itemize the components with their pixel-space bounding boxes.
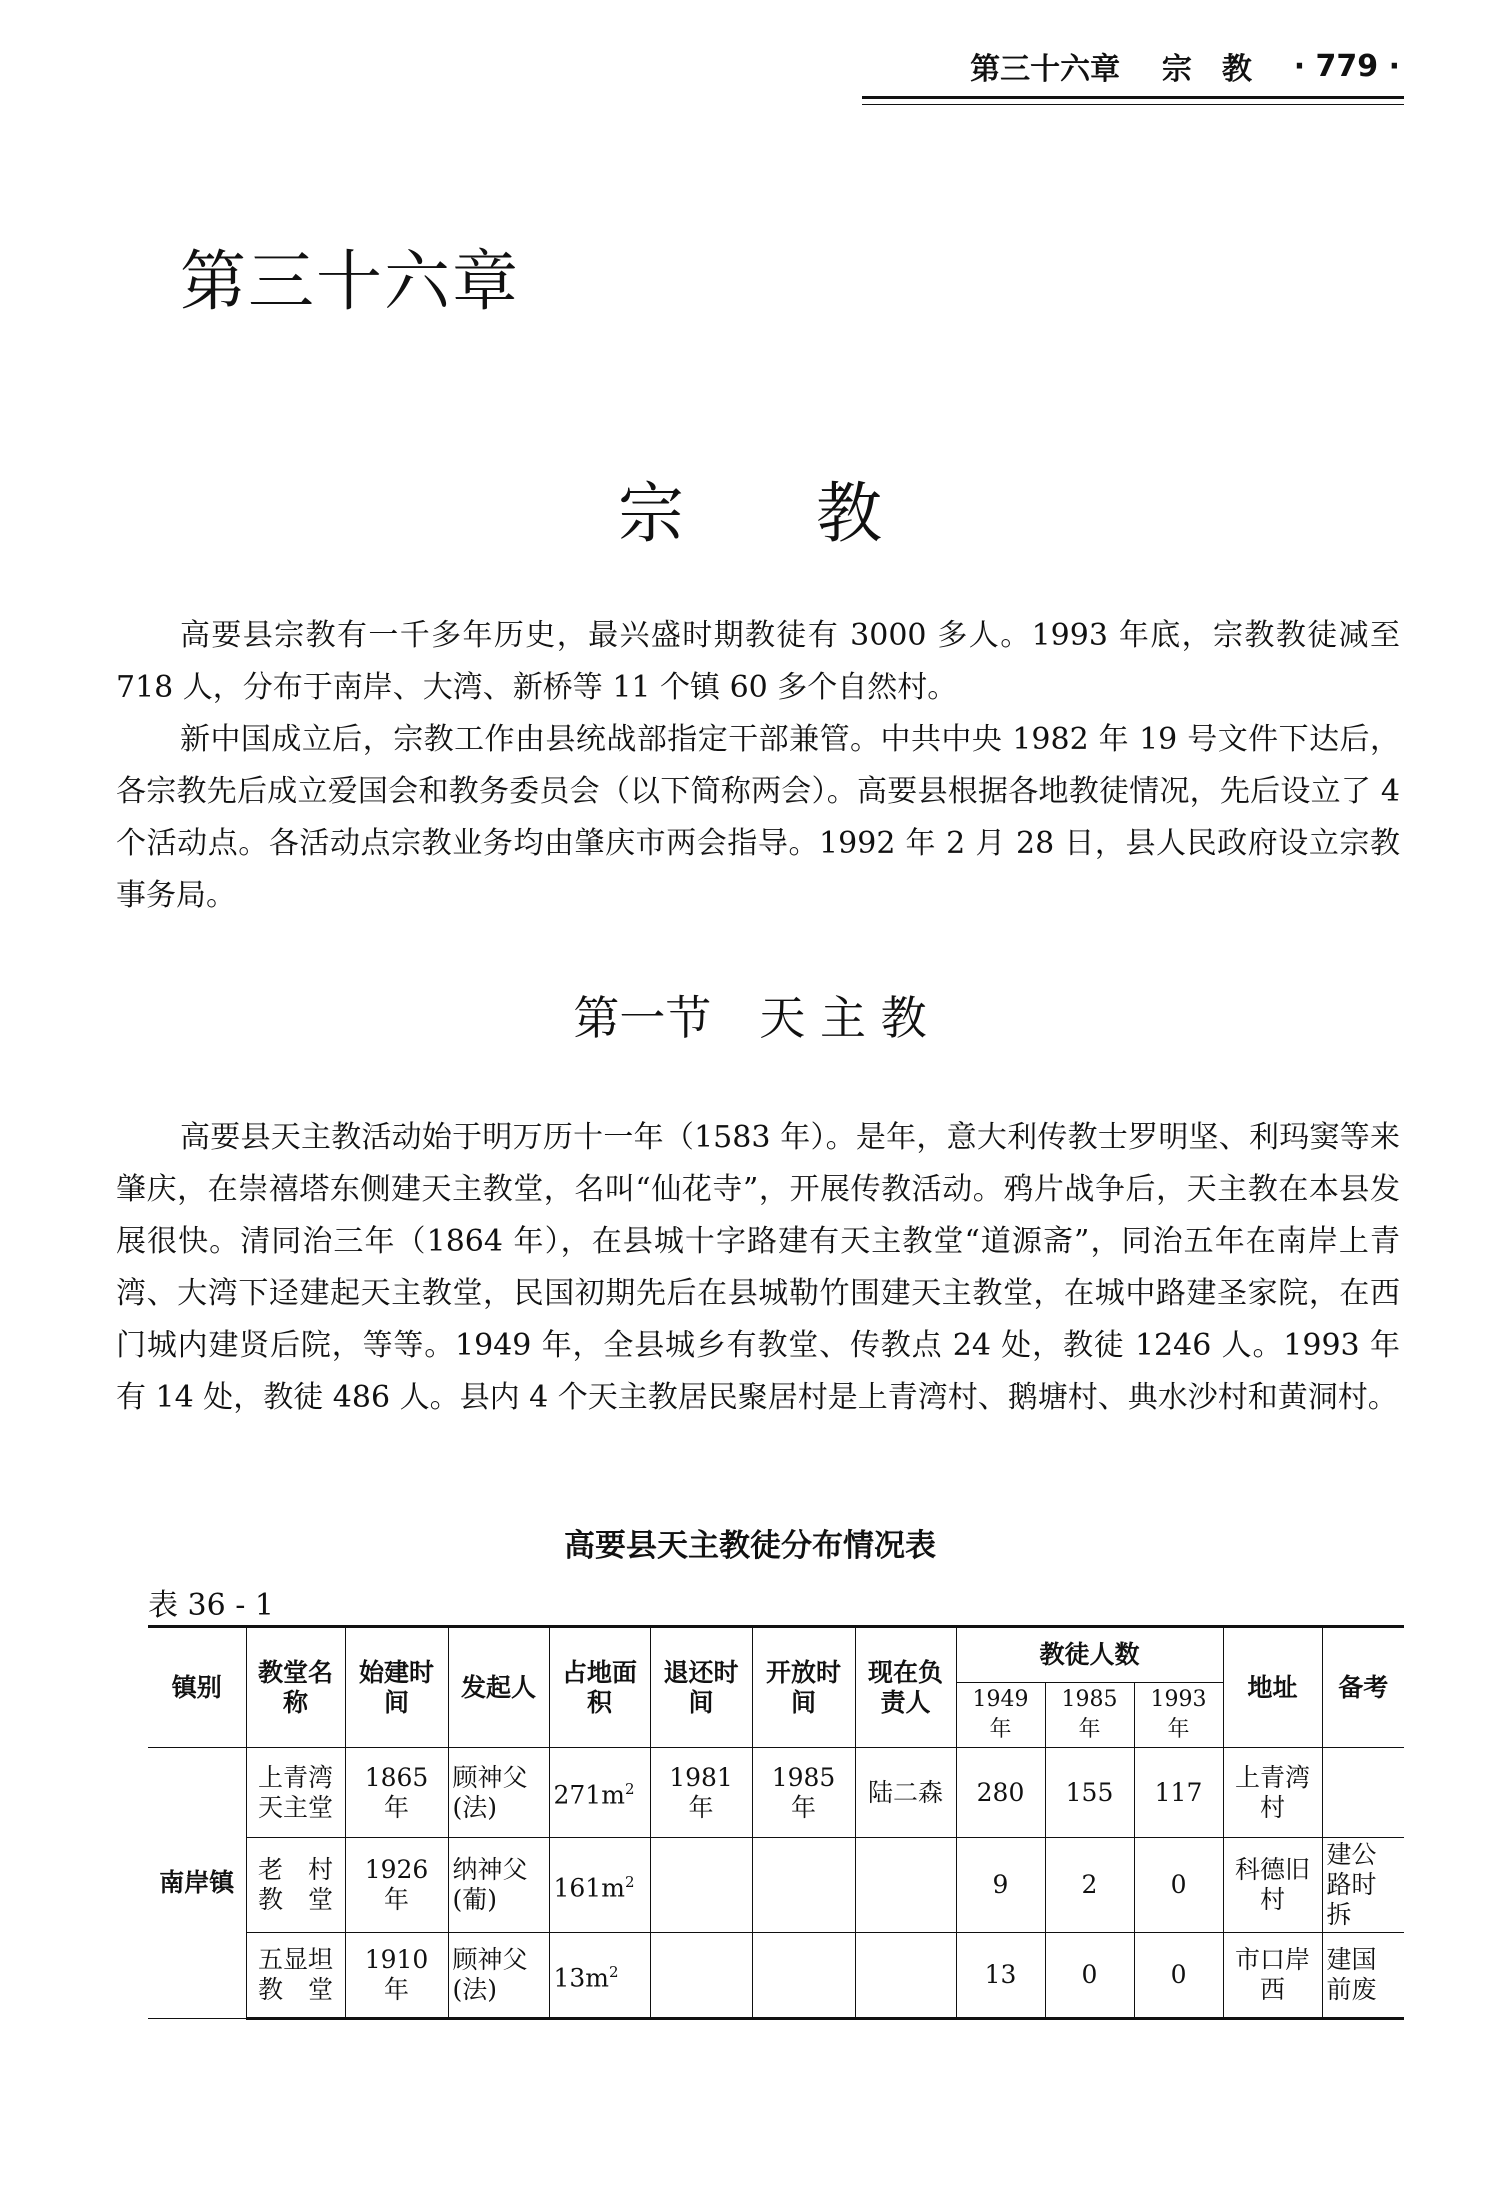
header-remarks: 备考 [1322, 1627, 1404, 1748]
founder-cell: 顾神父(法) [448, 1748, 549, 1838]
chapter-title-part-2: 教 [816, 475, 882, 552]
count-1993-cell: 0 [1134, 1933, 1223, 2019]
count-1993-cell: 0 [1134, 1838, 1223, 1933]
founder-cell: 纳神父(葡) [448, 1838, 549, 1933]
header-area: 占地面积 [549, 1627, 650, 1748]
section-paragraph: 高要县天主教活动始于明万历十一年（1583 年）。是年，意大利传教士罗明坚、利玛窦等来肇庆，在崇禧塔东侧建天主教堂，名叫“仙花寺”，开展传教活动。鸦片战争后，天主教在本县发展很快。清同治三年（1864 年），在县城十字路建有天主教堂“道源斋”，同治五年在南岸上青湾、大湾下迳建起天主教堂，民国初期先后在县城勒竹围建天主教堂，在城中路建圣家院，在西门城内建贤后院，等等。1949 年，全县城乡有教堂、传教点 24 处，教徒 1246 人。1993 年有 14 处，教徒 486 人。县内 4 个天主教居民聚居村是上青湾村、鹅塘村、典水沙村和黄洞村。 [116, 1120, 1400, 1415]
leader-cell [855, 1933, 956, 2019]
section-heading [0, 982, 1500, 1048]
header-subject: 宗 教 [1161, 52, 1252, 87]
founder-cell: 顾神父(法) [448, 1933, 549, 2019]
intro-paragraph-2: 新中国成立后，宗教工作由县统战部指定干部兼管。中共中央 1982 年 19 号文件下达后，各宗教先后成立爱国会和教务委员会（以下简称两会）。高要县根据各地教徒情况，先后设立了 4 个活动点。各活动点宗教业务均由肇庆市两会指导。1992 年 2 月 28 日，县人民政府设立宗教事务局。 [116, 722, 1400, 913]
header-year-1993: 1993 年 [1134, 1683, 1223, 1748]
table-code: 表 36 - 1 [148, 1588, 275, 1623]
catholic-distribution-table [148, 1625, 1404, 2020]
table-row [148, 1748, 1404, 1838]
header-rule-thin [862, 104, 1404, 105]
count-1993-cell: 117 [1134, 1748, 1223, 1838]
remarks-cell: 建公路时拆 [1322, 1838, 1404, 1933]
header-year-1985: 1985 年 [1045, 1683, 1134, 1748]
table-row [148, 1838, 1404, 1933]
count-1985-cell: 0 [1045, 1933, 1134, 2019]
header-rule-thick [862, 96, 1404, 99]
chapter-title [0, 460, 1500, 555]
running-header [860, 42, 1400, 90]
opened-cell [752, 1838, 855, 1933]
header-chapter: 第三十六章 [970, 52, 1121, 87]
count-1949-cell: 280 [956, 1748, 1045, 1838]
area-cell: $161m^2$ [549, 1838, 650, 1933]
address-cell: 上青湾村 [1223, 1748, 1322, 1838]
chapter-number: 第三十六章 [180, 243, 520, 320]
table-row [148, 1933, 1404, 2019]
header-believers: 教徒人数 [956, 1627, 1223, 1683]
leader-cell [855, 1838, 956, 1933]
leader-cell: 陆二森 [855, 1748, 956, 1838]
built-cell: 1910 年 [345, 1933, 448, 2019]
section-ordinal: 第一节 [573, 991, 712, 1045]
count-1985-cell: 2 [1045, 1838, 1134, 1933]
count-1949-cell: 13 [956, 1933, 1045, 2019]
header-church: 教堂名称 [246, 1627, 345, 1748]
header-leader: 现在负责人 [855, 1627, 956, 1748]
intro-paragraphs [116, 610, 1400, 922]
opened-cell: 1985 年 [752, 1748, 855, 1838]
header-year-1949: 1949 年 [956, 1683, 1045, 1748]
returned-cell: 1981 年 [650, 1748, 752, 1838]
remarks-cell: 建国前废 [1322, 1933, 1404, 2019]
remarks-cell [1322, 1748, 1404, 1838]
header-returned: 退还时间 [650, 1627, 752, 1748]
table-title: 高要县天主教徒分布情况表 [564, 1528, 936, 1564]
church-cell: 上青湾天主堂 [246, 1748, 345, 1838]
chapter-title-part-1: 宗 [618, 475, 684, 552]
section-body [116, 1112, 1400, 1424]
opened-cell [752, 1933, 855, 2019]
intro-paragraph-1: 高要县宗教有一千多年历史，最兴盛时期教徒有 3000 多人。1993 年底，宗教教徒减至 718 人，分布于南岸、大湾、新桥等 11 个镇 60 多个自然村。 [116, 618, 1400, 705]
built-cell: 1865 年 [345, 1748, 448, 1838]
header-town: 镇别 [148, 1627, 246, 1748]
header-opened: 开放时间 [752, 1627, 855, 1748]
count-1985-cell: 155 [1045, 1748, 1134, 1838]
header-address: 地址 [1223, 1627, 1322, 1748]
count-1949-cell: 9 [956, 1838, 1045, 1933]
returned-cell [650, 1933, 752, 2019]
built-cell: 1926 年 [345, 1838, 448, 1933]
church-cell: 老 村教 堂 [246, 1838, 345, 1933]
returned-cell [650, 1838, 752, 1933]
address-cell: 市口岸西 [1223, 1933, 1322, 2019]
church-cell: 五显坦教 堂 [246, 1933, 345, 2019]
header-built: 始建时间 [345, 1627, 448, 1748]
header-founder: 发起人 [448, 1627, 549, 1748]
address-cell: 科德旧村 [1223, 1838, 1322, 1933]
area-cell: $271m^2$ [549, 1748, 650, 1838]
section-title: 天 主 教 [759, 991, 927, 1045]
header-page-number: · 779 · [1293, 48, 1400, 84]
town-cell: 南岸镇 [148, 1748, 246, 2019]
area-cell: $13m^2$ [549, 1933, 650, 2019]
